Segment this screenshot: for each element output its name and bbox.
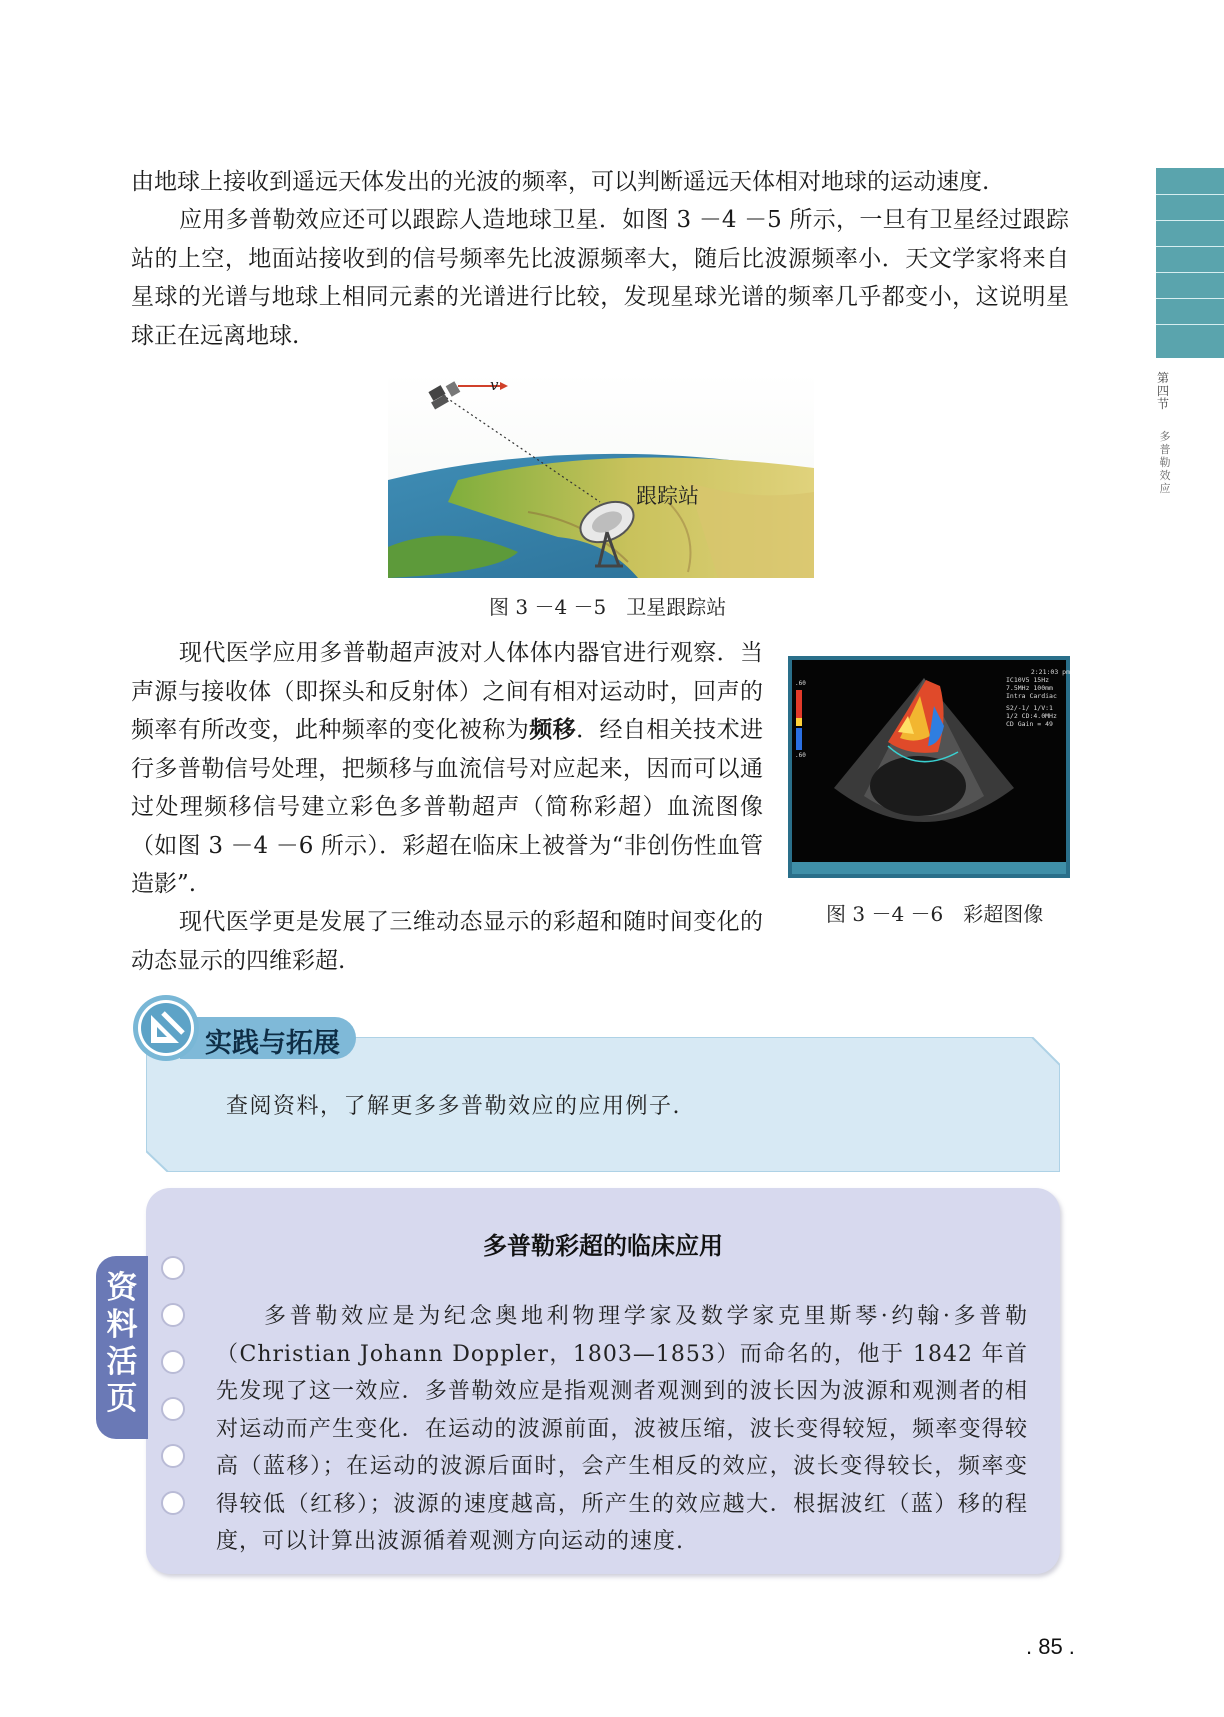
page-number: . 85 . [1026, 1634, 1075, 1659]
velocity-label: v [490, 376, 499, 394]
figure-caption-3-4-5: 图 3 －4 －5 卫星跟踪站 [489, 595, 727, 619]
binder-ring-icon [161, 1303, 185, 1327]
keyword-frequency-shift: 频移 [529, 717, 577, 743]
section-label: 第四节 [1156, 371, 1169, 411]
scale-bottom-label: .60 [795, 752, 806, 759]
satellite-dish-icon [577, 498, 639, 568]
info-title: 多普勒彩超的临床应用 [483, 1232, 723, 1260]
paragraph-4: 现代医学更是发展了三维动态显示的彩超和随时间变化的动态显示的四维彩超. [131, 909, 763, 974]
ultrasound-readout: 2:21:03 pm IC10V5 15Hz 7.5MHz 100mm Intra Cardiac S2/-1/ 1/V:1 1/2 CD:4.0MHz CD Gain = 49 [1006, 668, 1070, 728]
tracking-station-label: 跟踪站 [636, 484, 699, 508]
paragraph-1: 由地球上接收到遥远天体发出的光波的频率，可以判断遥远天体相对地球的运动速度. [131, 169, 990, 195]
binder-ring-icon [161, 1444, 185, 1468]
figure-caption-3-4-6: 图 3 －4 －6 彩超图像 [826, 902, 1044, 926]
practice-icon [131, 993, 201, 1063]
scale-top-label: .60 [795, 680, 806, 687]
binder-ring-icon [161, 1350, 185, 1374]
binder-ring-icon [161, 1491, 185, 1515]
binder-ring-icon [161, 1397, 185, 1421]
paragraph-3: 现代医学应用多普勒超声波对人体体内器官进行观察．当声源与接收体（即探头和反射体）之间有相对运动时，回声的频率有所改变，此种频率的变化被称为频移．经自相关技术进行多普勒信号处理，把频移与血流信号对应起来，因而可以通过处理频移信号建立彩色多普勒超声（简称彩超）血流图像（如图 3 －4 －6 所示）．彩超在临床上被誉为“非创伤性血管造影”. [131, 640, 764, 897]
practice-text: 查阅资料，了解更多多普勒效应的应用例子. [226, 1094, 681, 1119]
chapter-side-tab [1156, 168, 1224, 358]
info-page-tag-label: 资料活页 [106, 1270, 138, 1417]
paragraph-2: 应用多普勒效应还可以跟踪人造地球卫星．如图 3 －4 －5 所示，一旦有卫星经过跟踪站的上空，地面站接收到的信号频率先比波源频率大，随后比波源频率小．天文学家将来自星球的光谱与地球上相同元素的光谱进行比较，发现星球光谱的频率几乎都变小，这说明星球正在远离地球. [131, 207, 1069, 349]
info-text: 多普勒效应是为纪念奥地利物理学家及数学家克里斯琴·约翰·多普勒（Christian Johann Doppler，1803—1853）而命名的，他于 1842 年首先发现了这一效应．多普勒效应是指观测者观测到的波长因为波源和观测者的相对运动而产生变化．在运动的波源前面，波被压缩，波长变得较短，频率变得较高（蓝移）；在运动的波源后面时，会产生相反的效应，波长变得较长，频率变得较低（红移）；波源的速度越高，所产生的效应越大．根据波红（蓝）移的程度，可以计算出波源循着观测方向运动的速度. [216, 1304, 1028, 1554]
practice-title: 实践与拓展 [205, 1028, 340, 1059]
section-topic-label: 多普勒效应 [1159, 430, 1171, 495]
